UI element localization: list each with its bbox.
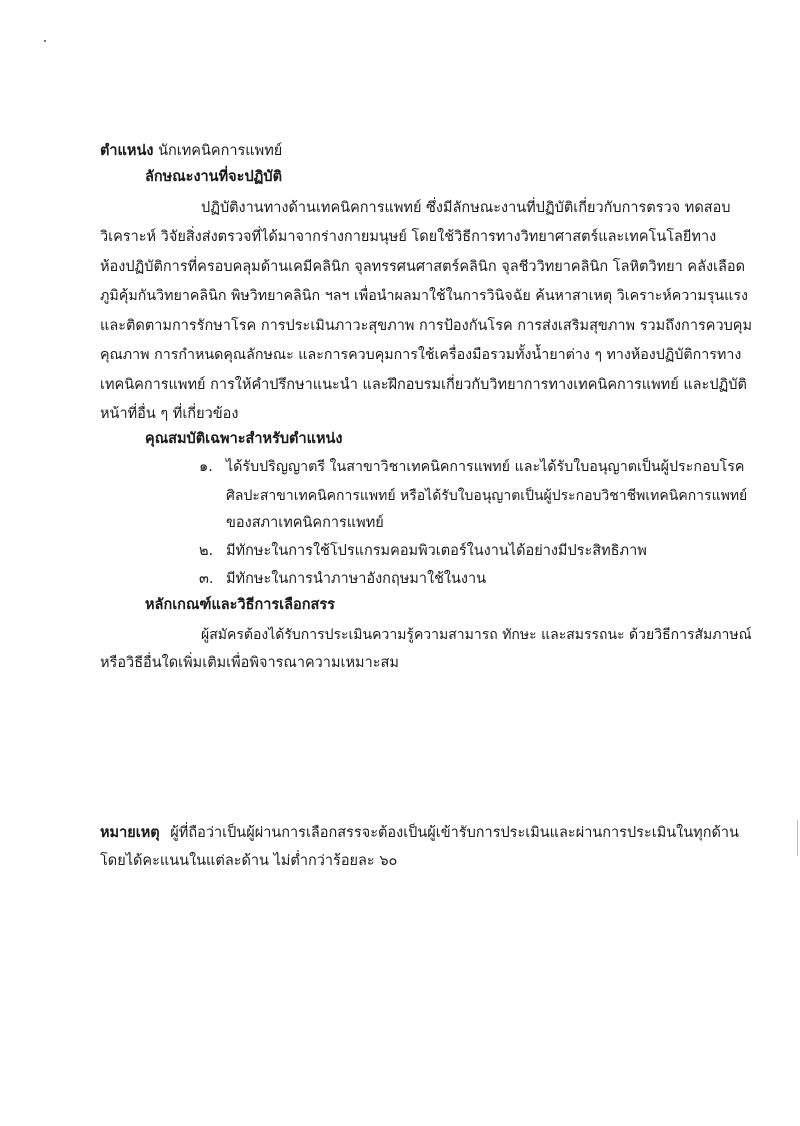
selection-heading: หลักเกณฑ์และวิธีการเลือกสรร xyxy=(145,597,335,613)
qualification-number: ๓. xyxy=(199,571,214,587)
job-description-line: ภูมิคุ้มกันวิทยาคลินิก พิษวิทยาคลินิก ฯลฯ เพื่อนำผลมาใช้ในการวินิจฉัย ค้นหาสาเหตุ วิเคราะห์ความรุนแรง xyxy=(100,288,748,304)
job-description-line: ปฏิบัติงานทางด้านเทคนิคการแพทย์ ซึ่งมีลักษณะงานที่ปฏิบัติเกี่ยวกับการตรวจ ทดสอบ xyxy=(201,200,731,216)
qualification-line: มีทักษะในการใช้โปรแกรมคอมพิวเตอร์ในงานได้อย่างมีประสิทธิภาพ xyxy=(226,543,647,559)
note-text: ผู้ที่ถือว่าเป็นผู้ผ่านการเลือกสรรจะต้องเป็นผู้เข้ารับการประเมินและผ่านการประเมินในทุกด้าน xyxy=(170,825,739,841)
qualification-number: ๒. xyxy=(199,543,214,559)
scan-speck xyxy=(44,40,46,42)
job-description-line: วิเคราะห์ วิจัยสิ่งส่งตรวจที่ได้มาจากร่างกายมนุษย์ โดยใช้วิธีการทางวิทยาศาสตร์และเทคโนโลยีทาง xyxy=(100,229,717,245)
qualification-line: ของสภาเทคนิคการแพทย์ xyxy=(226,515,384,531)
note-line: โดยได้คะแนนในแต่ละด้าน ไม่ต่ำกว่าร้อยละ ๖๐ xyxy=(100,853,398,869)
qualification-line: มีทักษะในการนำภาษาอังกฤษมาใช้ในงาน xyxy=(226,571,487,587)
position-title: นักเทคนิคการแพทย์ xyxy=(158,143,283,159)
qualification-number: ๑. xyxy=(199,459,213,475)
selection-line: ผู้สมัครต้องได้รับการประเมินความรู้ความสามารถ ทักษะ และสมรรถนะ ด้วยวิธีการสัมภาษณ์ xyxy=(201,627,752,643)
position-line xyxy=(100,141,282,161)
scan-edge-mark xyxy=(797,820,798,856)
job-description-line: เทคนิคการแพทย์ การให้คำปรึกษาแนะนำ และฝึกอบรมเกี่ยวกับวิทยาการทางเทคนิคการแพทย์ และปฏิบัติ xyxy=(100,377,747,393)
job-description-line: ห้องปฏิบัติการที่ครอบคลุมด้านเคมีคลินิก จุลทรรศนศาสตร์คลินิก จุลชีววิทยาคลินิก โลหิตวิทยา คลังเลือด xyxy=(100,259,746,275)
note-label: หมายเหตุ xyxy=(100,825,160,841)
job-description-line: คุณภาพ การกำหนดคุณลักษณะ และการควบคุมการใช้เครื่องมือรวมทั้งน้ำยาต่าง ๆ ทางห้องปฏิบัติการทาง xyxy=(100,347,742,363)
position-label: ตำแหน่ง xyxy=(100,143,154,159)
note-line xyxy=(100,823,739,843)
job-description-line: หน้าที่อื่น ๆ ที่เกี่ยวข้อง xyxy=(100,406,239,422)
qualification-line: ศิลปะสาขาเทคนิคการแพทย์ หรือได้รับใบอนุญาตเป็นผู้ประกอบวิชาชีพเทคนิคการแพทย์ xyxy=(226,488,748,504)
qualification-line: ได้รับปริญญาตรี ในสาขาวิชาเทคนิคการแพทย์ และได้รับใบอนุญาตเป็นผู้ประกอบโรค xyxy=(226,459,745,475)
selection-line: หรือวิธีอื่นใดเพิ่มเติมเพื่อพิจารณาความเหมาะสม xyxy=(100,655,399,671)
qualifications-heading: คุณสมบัติเฉพาะสำหรับตำแหน่ง xyxy=(145,431,343,447)
job-description-line: และติดตามการรักษาโรค การประเมินภาวะสุขภาพ การป้องกันโรค การส่งเสริมสุขภาพ รวมถึงการควบคุม xyxy=(100,318,753,334)
job-description-heading: ลักษณะงานที่จะปฏิบัติ xyxy=(145,169,282,185)
